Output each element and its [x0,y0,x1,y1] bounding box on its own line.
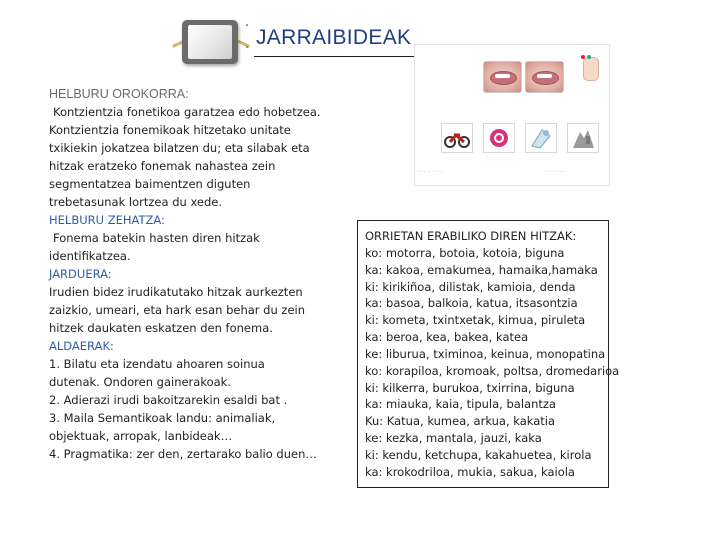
text-line: dutenak. Ondoren gainerakoak. [49,375,231,389]
green-dot-icon [587,55,591,59]
word-line: ka: beroa, kea, bakea, katea [365,330,529,345]
mouth-image-icon [483,61,522,93]
text-line: trebetasunak lortzea du xede. [49,195,223,209]
word-line: ka: krokodriloa, mukia, sakua, kaiola [365,464,575,479]
word-line: ka: miauka, kaia, tipula, balantza [365,397,556,412]
text-line: segmentatzea baimentzen diguten [49,177,251,191]
word-list-box [357,220,620,488]
text-line: zaizkio, umeari, eta hark esan behar du zein [49,303,306,317]
text-line: 3. Maila Semantikoak landu: animaliak, [49,411,276,425]
general-goal-heading: HELBURU OROKORRA: [49,87,189,101]
dot-marker [246,24,248,26]
hand-icon [583,57,599,81]
page-title: JARRAIBIDEAK [256,26,412,49]
word-line: ki: kirikiñoa, dilistak, kamioia, denda [365,279,576,294]
motorbike-picture-icon [441,123,473,153]
word-line: ki: kilkerra, burukoa, txirrina, biguna [365,380,575,395]
footer-text-right: · · · · · · · · [545,169,565,174]
variations-heading: ALDAERAK: [49,339,114,353]
word-line: ki: kendu, ketchupa, kakahuetea, kirola [365,447,592,462]
activity-heading: JARDUERA: [49,267,112,281]
text-line: objektuak, arropak, lanbideak… [49,429,233,443]
instructions-column [49,85,324,463]
word-line: ko: korapiloa, kromoak, poltsa, dromedarioa [365,363,620,378]
title-underline [254,56,430,57]
text-line: 4. Pragmatika: zer den, zertarako balio duen… [49,447,317,461]
text-line: 2. Adierazi irudi bakoitzarekin esaldi bat . [49,393,288,407]
red-dot-icon [581,55,585,59]
dot-marker [246,46,248,48]
word-line: ke: kezka, mantala, jauzi, kaka [365,431,542,446]
text-line: Irudien bidez irudikatutako hitzak aurkezten [49,285,303,299]
cotton-picture-icon [525,123,557,153]
specific-goal-heading: HELBURU ZEHATZA: [49,213,165,227]
word-line: Ku: Katua, kumea, arkua, kakatia [365,414,556,429]
text-line: Kontzientzia fonemikoak hitzetako unitate [49,123,291,137]
word-line: ka: kakoa, emakumea, hamaika,hamaka [365,262,598,277]
word-line: ka: basoa, balkoia, katua, itsasontzia [365,296,578,311]
soft-object-picture-icon [567,123,599,153]
text-line: Kontzientzia fonetikoa garatzea edo hobetzea. [53,105,321,119]
tablet-icon [182,20,238,64]
word-line: ki: kometa, txintxetak, kimua, piruleta [365,313,586,328]
word-list-heading: ORRIETAN ERABILIKO DIREN HITZAK: [365,229,577,243]
word-line: ke: liburua, tximinoa, keinua, monopatina [365,346,606,361]
text-line: txikiekin jokatzea bilatzen du; eta silabak eta [49,141,310,155]
word-line: ko: motorra, botoia, kotoia, biguna [365,245,565,260]
activity-screenshot [414,44,610,186]
text-line: identifikatzea. [49,249,131,263]
mouth-image-icon [525,61,564,93]
button-picture-icon [483,123,515,153]
text-line: Fonema batekin hasten diren hitzak [53,231,260,245]
text-line: hitzek daukaten eskatzen den fonema. [49,321,273,335]
text-line: 1. Bilatu eta izendatu ahoaren soinua [49,357,265,371]
text-line: hitzak eratzeko fonemak nahastea zein [49,159,276,173]
footer-text-left: · · · · · · · · · · [419,169,444,174]
